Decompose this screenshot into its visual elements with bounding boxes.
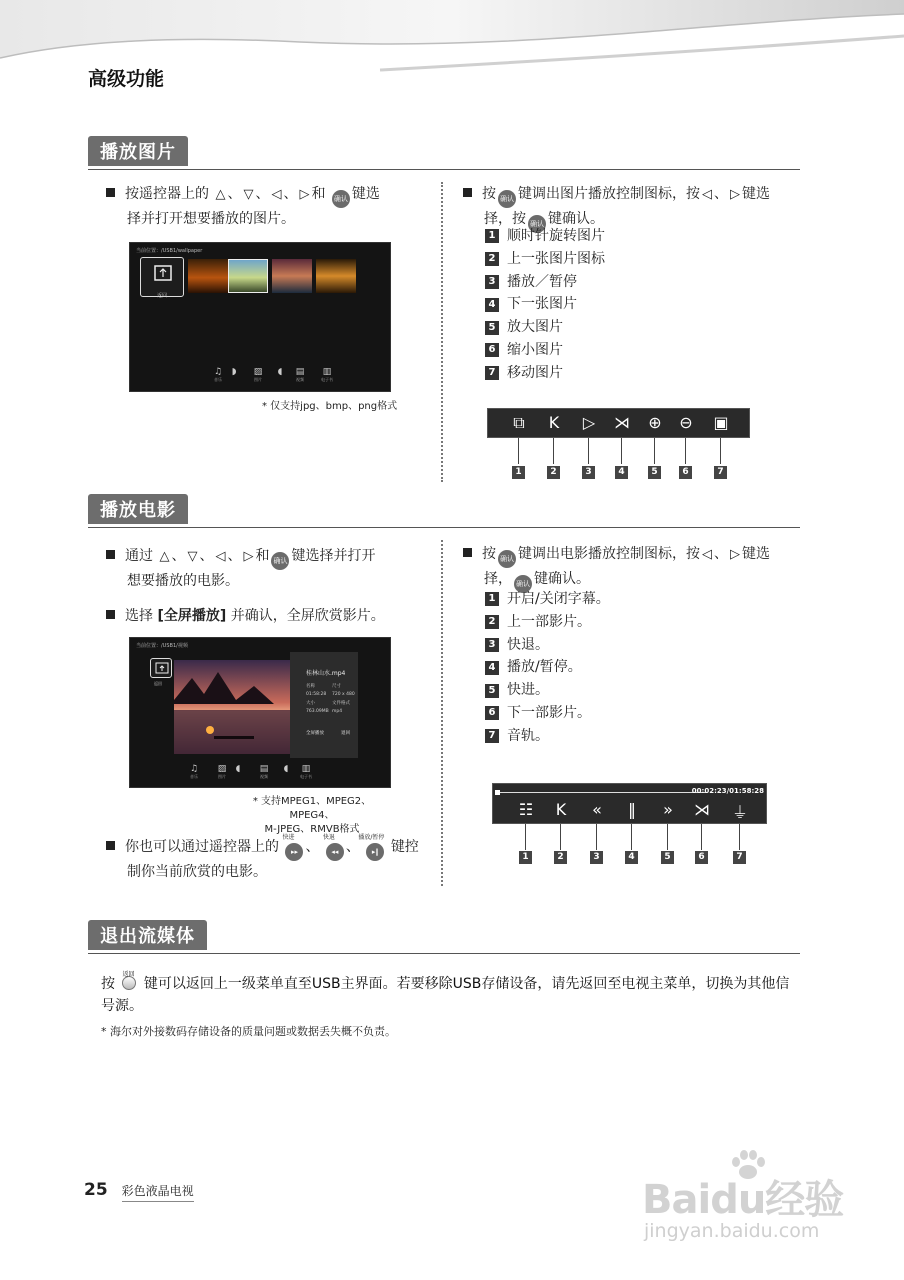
list-item: 6 缩小图片 <box>485 339 605 362</box>
right-arrow-icon: ▷ <box>243 549 254 564</box>
ok-button-icon: 确认 <box>332 190 350 208</box>
fast-forward-icon: » <box>663 800 673 819</box>
list-item: 5 快进。 <box>485 679 610 702</box>
fullscreen-play-button[interactable]: 全屏播放 <box>306 731 324 736</box>
next-icon: ⋊ <box>694 800 710 819</box>
ebook-icon: ▥ 电子书 <box>300 764 312 779</box>
baidu-watermark: Baidu经验 jingyan.baidu.com <box>640 1150 850 1250</box>
back-button[interactable]: 退回 <box>341 731 350 736</box>
callout-number: 4 <box>625 851 638 864</box>
photo-thumbnail <box>316 259 356 293</box>
section-header-exit <box>88 920 800 954</box>
movie-control-bar <box>492 783 767 824</box>
bullet <box>463 548 472 557</box>
bullet <box>106 841 115 850</box>
ok-button-icon: 确认 <box>271 552 289 570</box>
right-arrow-icon: ▷ <box>730 187 740 202</box>
leader-line <box>685 438 686 464</box>
ok-button-icon: 确认 <box>528 215 546 233</box>
progress-track <box>495 792 707 793</box>
screen-path: 当前位置：/USB1/视频 <box>136 643 188 649</box>
list-item: 2 上一部影片。 <box>485 611 610 634</box>
callout-number: 2 <box>547 466 560 479</box>
zoom-out-icon: ⊖ <box>679 413 693 432</box>
right-arrow-icon: ▷ <box>730 547 740 562</box>
ok-button-icon: 确认 <box>498 190 516 208</box>
ok-button-icon: 确认 <box>514 575 532 593</box>
callout-number: 2 <box>554 851 567 864</box>
leader-line <box>588 438 589 464</box>
left-arrow-icon: ◁ <box>702 547 712 562</box>
list-item: 3 快退。 <box>485 634 610 657</box>
leader-line <box>553 438 554 464</box>
photo-format-note: * 仅支持jpg、bmp、png格式 <box>262 401 398 412</box>
list-item: 4 播放/暂停。 <box>485 656 610 679</box>
file-info-grid: 名称 尺寸 01:58:28 720 x 480 大小 文件格式 763.09MB mp4 <box>306 684 355 714</box>
movie-browser-screenshot: 当前位置：/USB1/视频 返回 桂林山水.mp4 名称 尺寸 01:58:28 720 x 480 大小 文件格式 763.09MB mp4 全屏播放 退回 ♫ 音乐 ▨ 图片 ◖ ▤ 视频 ◖ ▥ 电子书 <box>129 637 391 788</box>
callout-number: 5 <box>648 466 661 479</box>
leader-line <box>667 824 668 850</box>
leader-line <box>631 824 632 850</box>
column-divider <box>441 182 443 482</box>
list-item: 5 放大图片 <box>485 316 605 339</box>
section-tag-exit: 退出流媒体 <box>88 920 207 950</box>
video-icon: ▤ 视频 <box>259 764 269 779</box>
movie-instruction: 通过 △ 、 ▽ 、 ◁ 、 ▷ 和 确认 键选择并打开 想要播放的电影。 <box>106 545 426 593</box>
leader-line <box>560 824 561 850</box>
move-icon: ▣ <box>713 413 729 432</box>
leader-line <box>596 824 597 850</box>
disclaimer: * 海尔对外接数码存储设备的质量问题或数据丢失概不负责。 <box>101 1025 396 1038</box>
rewind-icon: « <box>592 800 602 819</box>
page-footer <box>84 1180 194 1202</box>
remote-control-instruction: 你也可以通过遥控器上的 快进 ▸▸ 、 快退 ◂◂ 、 播放/暂停 ▸‖ 键控 制你当前欣赏的电影。 <box>106 836 436 884</box>
ebook-icon: ▥ 电子书 <box>321 367 333 382</box>
leader-line <box>701 824 702 850</box>
leader-line <box>739 824 740 850</box>
pause-icon: ‖ <box>628 800 636 819</box>
photo-thumbnail <box>228 259 268 293</box>
zoom-in-icon: ⊕ <box>648 413 662 432</box>
list-item: 7 移动图片 <box>485 362 605 385</box>
next-icon: ⋊ <box>614 413 630 432</box>
leader-line <box>525 824 526 850</box>
file-name: 桂林山水.mp4 <box>306 670 346 677</box>
callout-number: 5 <box>661 851 674 864</box>
leader-line <box>654 438 655 464</box>
column-divider <box>441 540 443 886</box>
previous-icon: K <box>548 413 560 432</box>
bullet <box>106 610 115 619</box>
photo-thumbnail <box>188 259 228 293</box>
right-arrow-icon: ▷ <box>299 187 310 202</box>
movie-control-list <box>485 588 610 748</box>
section-tag-movie: 播放电影 <box>88 494 188 524</box>
exit-instruction: 按 返回 键可以返回上一级菜单直至USB主界面。若要移除USB存储设备，请先返回至电视主菜单，切换为其他信号源。 <box>101 971 790 1014</box>
leader-line <box>720 438 721 464</box>
callout-number: 6 <box>695 851 708 864</box>
separator-icon: ◗ <box>231 367 237 377</box>
callout-number: 4 <box>615 466 628 479</box>
ok-button-icon: 确认 <box>498 550 516 568</box>
photo-browser-screenshot <box>129 242 391 392</box>
list-item: 3 播放／暂停 <box>485 271 605 294</box>
picture-icon: ▨ 图片 <box>217 764 227 779</box>
up-arrow-icon: △ <box>159 549 170 564</box>
photo-control-instruction: 按 确认 键调出图片播放控制图标，按 ◁ 、 ▷ 键选 择，按 确认 键确认。 <box>463 183 803 233</box>
back-folder-tile <box>150 658 172 678</box>
list-item: 1 顺时针旋转图片 <box>485 225 605 248</box>
list-item: 7 音轨。 <box>485 725 610 748</box>
list-item: 6 下一部影片。 <box>485 702 610 725</box>
rewind-button-icon: ◂◂ <box>326 843 344 861</box>
left-arrow-icon: ◁ <box>271 187 282 202</box>
movie-fullscreen-instruction: 选择 [全屏播放] 并确认，全屏欣赏影片。 <box>106 605 426 628</box>
page-number: 25 <box>84 1180 108 1200</box>
time-display: 00:02:23/01:58:28 <box>691 787 764 795</box>
bullet <box>463 188 472 197</box>
chapter-title: 高级功能 <box>88 68 165 90</box>
callout-number: 7 <box>714 466 727 479</box>
section-header-photo <box>88 136 800 170</box>
separator-icon: ◖ <box>277 367 283 377</box>
movie-format-note: * 支持MPEG1、MPEG2、MPEG4、 M-JPEG、RMVB格式 <box>252 796 372 835</box>
bullet <box>106 188 115 197</box>
callout-number: 3 <box>590 851 603 864</box>
list-item: 4 下一张图片 <box>485 293 605 316</box>
folder-up-icon <box>141 258 185 288</box>
callout-number: 7 <box>733 851 746 864</box>
previous-icon: K <box>555 800 567 819</box>
rotate-icon: ⧉ <box>513 413 525 432</box>
photo-control-bar <box>487 408 750 438</box>
down-arrow-icon: ▽ <box>243 187 254 202</box>
separator-icon: ◖ <box>283 764 289 774</box>
callout-number: 1 <box>519 851 532 864</box>
bullet <box>106 550 115 559</box>
leader-line <box>621 438 622 464</box>
photo-control-list <box>485 225 605 385</box>
picture-icon: ▨ 图片 <box>253 367 263 382</box>
file-info-panel <box>290 652 358 758</box>
audio-track-icon: ⏚ <box>731 803 748 822</box>
video-icon: ▤ 视频 <box>295 367 305 382</box>
file-actions <box>306 730 350 736</box>
fast-forward-button-icon: ▸▸ <box>285 843 303 861</box>
play-pause-button-icon: ▸‖ <box>366 843 384 861</box>
photo-thumbnail <box>272 259 312 293</box>
subtitle-icon: ☷ <box>518 800 534 819</box>
leader-line <box>518 438 519 464</box>
back-folder-tile: 返回 <box>140 257 184 297</box>
photo-instruction: 按遥控器上的 △ 、 ▽ 、 ◁ 、 ▷ 和 确认 键选 择并打开想要播放的图片。 <box>106 183 426 231</box>
movie-control-instruction: 按 确认 键调出电影播放控制图标，按 ◁ 、 ▷ 键选 择， 确认 键确认。 <box>463 543 803 593</box>
down-arrow-icon: ▽ <box>187 549 198 564</box>
list-item: 1 开启/关闭字幕。 <box>485 588 610 611</box>
section-header-movie <box>88 494 800 528</box>
left-arrow-icon: ◁ <box>215 549 226 564</box>
callout-number: 1 <box>512 466 525 479</box>
music-icon: ♫ 音乐 <box>213 367 223 382</box>
left-arrow-icon: ◁ <box>702 187 712 202</box>
list-item: 2 上一张图片图标 <box>485 248 605 271</box>
separator-icon: ◖ <box>235 764 241 774</box>
footer-title: 彩色液晶电视 <box>122 1182 194 1202</box>
play-icon: ▷ <box>582 413 596 432</box>
callout-number: 6 <box>679 466 692 479</box>
up-arrow-icon: △ <box>215 187 226 202</box>
callout-number: 3 <box>582 466 595 479</box>
screen-path: 当前位置：/USB1/wallpaper <box>136 248 203 254</box>
progress-thumb[interactable] <box>495 790 500 795</box>
folder-up-icon <box>151 659 173 677</box>
music-icon: ♫ 音乐 <box>189 764 199 779</box>
section-tag-photo: 播放图片 <box>88 136 188 166</box>
